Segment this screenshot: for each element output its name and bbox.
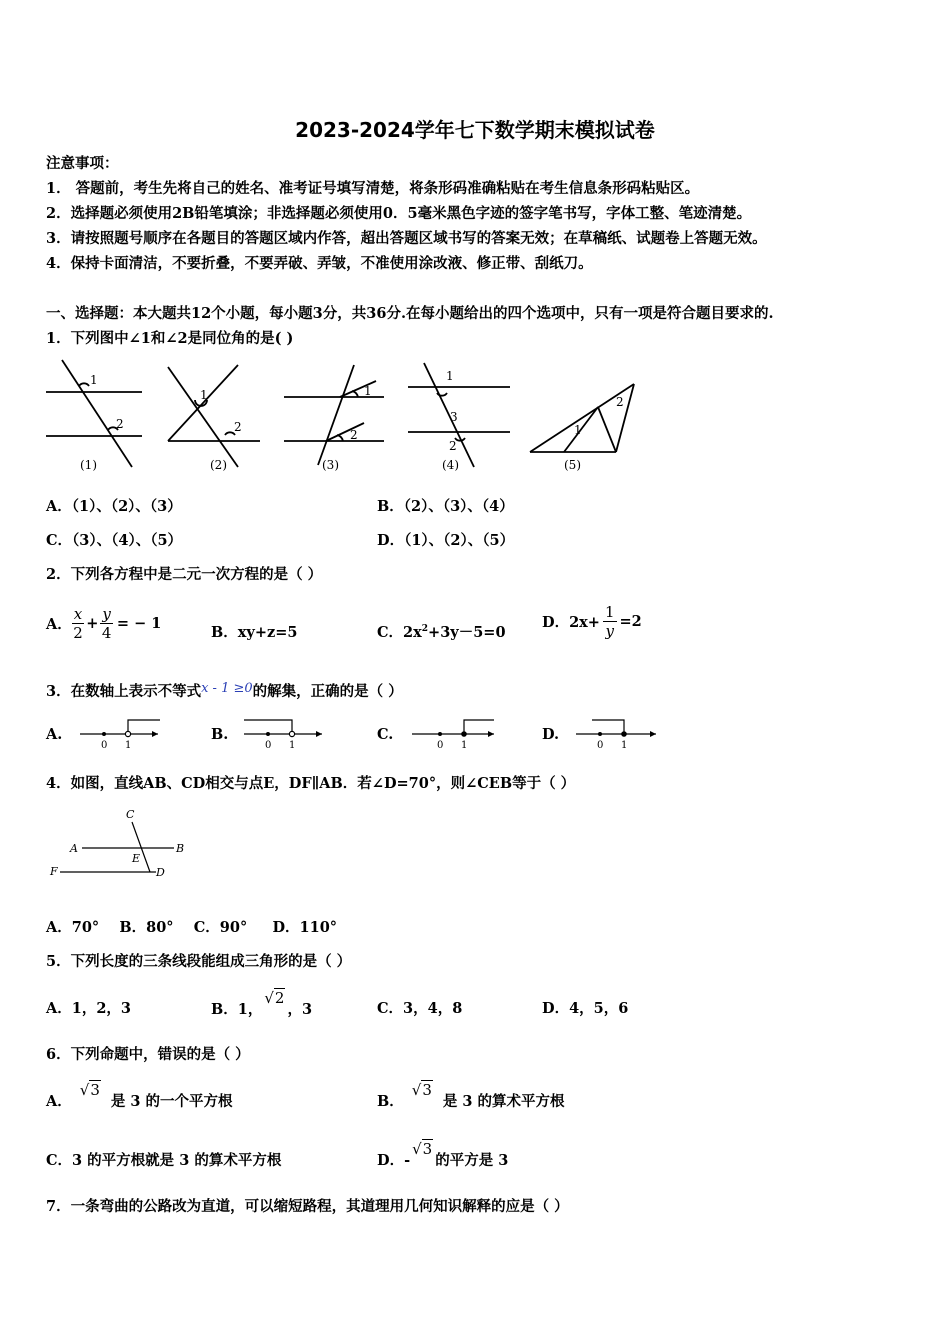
tick-label: 0 (265, 740, 272, 751)
angle-label: 1 (90, 373, 98, 387)
equation-tail: = − 1 (116, 614, 162, 632)
option-text: 的平方是 3 (435, 1152, 509, 1169)
option-text: B．1， (211, 1001, 263, 1018)
q4-figure (46, 800, 196, 886)
number-line-d[interactable] (574, 716, 662, 752)
figure-label: (5) (564, 458, 581, 472)
option-text: D．- (377, 1152, 411, 1169)
fraction-numerator: y (102, 604, 111, 623)
notice-item: 3．请按照题号顺序在各题目的答题区域内作答，超出答题区域书写的答案无效；在草稿纸、试题卷上答题无效。 (46, 230, 767, 247)
option-text: 是 3 的一个平方根 (110, 1093, 233, 1110)
question-5-stem: 5．下列长度的三条线段能组成三角形的是（ ） (46, 953, 352, 970)
angle-label: 2 (449, 439, 457, 453)
point-label: A (70, 842, 78, 855)
option-d[interactable]: D．（1）、（2）、（5） (377, 532, 515, 549)
notice-item: 1． 答题前，考生先将自己的姓名、准考证号填写清楚，将条形码准确粘贴在考生信息条形码粘贴区。 (46, 180, 700, 197)
sqrt-symbol: √3 (79, 1081, 100, 1099)
point-label: C (126, 808, 135, 821)
figure-label: (3) (322, 458, 339, 472)
number-line-c[interactable] (410, 716, 500, 752)
radicand: 3 (422, 1081, 432, 1099)
number-line-b[interactable] (242, 716, 328, 752)
option-a[interactable] (46, 1077, 233, 1111)
q1-figures (40, 355, 650, 477)
angle-label: 1 (574, 423, 582, 437)
exponent: 2 (421, 624, 429, 635)
figure-label: (2) (210, 458, 227, 472)
option-b[interactable] (211, 985, 312, 1019)
radicand: 3 (90, 1081, 100, 1099)
option-d[interactable]: D．4，5，6 (542, 1000, 629, 1017)
tick-label: 1 (621, 740, 628, 751)
question-4-stem: 4．如图，直线AB、CD相交与点E，DF∥AB．若∠D=70°，则∠CEB等于（ ） (46, 775, 576, 792)
angle-label: 2 (116, 417, 124, 431)
fraction-numerator: x (73, 604, 83, 623)
plus-sign: + (86, 614, 99, 632)
option-c-label[interactable]: C. (377, 726, 394, 743)
stem-text: 3．在数轴上表示不等式 (46, 683, 202, 700)
equation-part: =2 (619, 612, 642, 630)
angle-label: 1 (446, 369, 454, 383)
option-c[interactable] (377, 621, 506, 642)
page-title: 2023-2024学年七下数学期末模拟试卷 (295, 118, 655, 142)
option-a[interactable]: A．（1）、（2）、（3） (46, 498, 182, 515)
option-b-label[interactable]: B. (211, 726, 229, 743)
option-text: 是 3 的算术平方根 (442, 1093, 565, 1110)
equation-part: +3y－5=0 (428, 624, 506, 641)
angle-label: 2 (234, 420, 242, 434)
radicand: 3 (422, 1140, 433, 1158)
option-text: B． (377, 1093, 404, 1110)
option-label: A． (46, 615, 72, 633)
question-3-stem (46, 680, 403, 701)
sqrt-symbol: √3 (411, 1081, 432, 1099)
tick-label: 0 (437, 740, 444, 751)
figure-label: (1) (80, 458, 97, 472)
tick-label: 1 (125, 740, 132, 751)
stem-text: 的解集，正确的是（ ） (252, 683, 403, 700)
option-d[interactable] (377, 1136, 508, 1170)
fraction-denominator: 2 (73, 623, 83, 642)
notice-item: 4．保持卡面清洁，不要折叠，不要弄破、弄皱，不准使用涂改液、修正带、刮纸刀。 (46, 255, 593, 272)
option-a[interactable] (46, 600, 161, 646)
number-line-a[interactable] (78, 716, 164, 752)
angle-label: 2 (350, 428, 358, 442)
tick-label: 0 (101, 740, 108, 751)
question-2-stem: 2．下列各方程中是二元一次方程的是（ ） (46, 566, 323, 583)
option-c[interactable]: C．（3）、（4）、（5） (46, 532, 183, 549)
inequality: x - 1 ≥0 (201, 681, 253, 696)
option-a-label[interactable]: A. (46, 726, 63, 743)
equation-part: C．2x (377, 624, 422, 641)
question-6-stem: 6．下列命题中，错误的是（ ） (46, 1046, 250, 1063)
tick-label: 1 (289, 740, 296, 751)
q4-options[interactable]: A．70° B．80° C．90° D．110° (46, 919, 338, 936)
option-b[interactable]: B．（2）、（3）、（4） (377, 498, 514, 515)
section-heading: 一、选择题：本大题共12个小题，每小题3分，共36分.在每小题给出的四个选项中，只有一项是符合题目要求的. (46, 305, 774, 322)
option-c[interactable]: C．3，4，8 (377, 1000, 463, 1017)
tick-label: 1 (461, 740, 468, 751)
option-text: ，3 (287, 1001, 313, 1018)
point-label: D (156, 866, 165, 879)
angle-label: 1 (200, 388, 208, 402)
option-c[interactable]: C．3 的平方根就是 3 的算术平方根 (46, 1152, 282, 1169)
option-b[interactable]: B．xy+z=5 (211, 624, 298, 641)
angle-label: 3 (450, 410, 458, 424)
option-d[interactable] (542, 596, 642, 646)
option-text: A． (46, 1093, 72, 1110)
option-a[interactable]: A．1，2，3 (46, 1000, 132, 1017)
equation-part: D．2x+ (542, 613, 600, 631)
notice-heading: 注意事项： (46, 155, 119, 172)
tick-label: 0 (597, 740, 604, 751)
fraction-numerator: 1 (604, 602, 615, 621)
fraction-denominator: 4 (101, 623, 112, 642)
sqrt-symbol: √3 (412, 1140, 433, 1158)
figure-label: (4) (442, 458, 459, 472)
option-b[interactable] (377, 1077, 565, 1111)
point-label: E (132, 852, 141, 865)
point-label: F (50, 865, 58, 878)
question-1-stem: 1．下列图中∠1和∠2是同位角的是( ) (46, 330, 294, 347)
angle-label: 1 (364, 384, 372, 398)
fraction-denominator: y (605, 621, 614, 640)
sqrt-symbol: √2 (264, 989, 285, 1007)
notice-item: 2．选择题必须使用2B铅笔填涂；非选择题必须使用0．5毫米黑色字迹的签字笔书写，字体工整、笔迹清楚。 (46, 205, 752, 222)
point-label: B (176, 842, 185, 855)
angle-label: 2 (616, 395, 624, 409)
option-d-label[interactable]: D. (542, 726, 560, 743)
question-7-stem: 7．一条弯曲的公路改为直道，可以缩短路程，其道理用几何知识解释的应是（ ） (46, 1198, 569, 1215)
radicand: 2 (274, 989, 285, 1007)
